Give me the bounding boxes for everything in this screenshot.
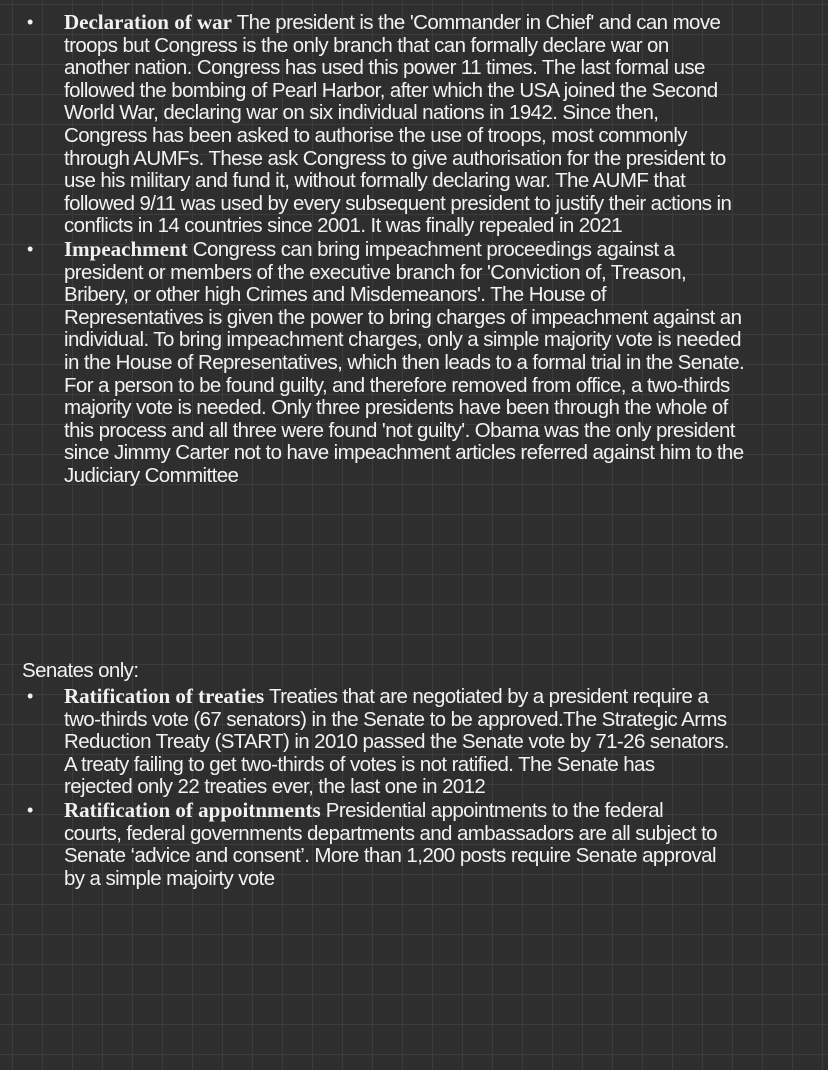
item-text: followed the bombing of Pearl Harbor, after which the USA joined the Second [64,78,718,102]
item-text: Representatives is given the power to bring charges of impeachment against an [64,305,742,329]
list-item-impeachment [0,238,828,488]
item-term: Ratification of appoitnments [64,797,321,822]
list-item-ratification-of-treaties [0,685,828,799]
item-text: this process and all three were found 'not guilty'. Obama was the only president [64,418,735,442]
item-text: rejected only 22 treaties ever, the last one in 2012 [64,775,486,799]
senate-heading: Senates only: [22,659,139,682]
item-text: Presidential appointments to the federal [320,798,664,822]
item-text: troops but Congress is the only branch that can formally declare war on [64,33,669,57]
list-item-declaration-of-war [0,11,828,238]
bullet-icon: • [27,12,34,32]
item-text: Judiciary Committee [64,463,239,487]
item-text: Congress has been asked to authorise the use of troops, most commonly [64,123,687,147]
item-text: majority vote is needed. Only three presidents have been through the whole of [64,396,728,420]
item-text: courts, federal governments departments and ambassadors are all subject to [64,821,717,845]
item-text: World War, declaring war on six individual nations in 1942. Since then, [64,101,659,125]
item-text: For a person to be found guilty, and therefore removed from office, a two-thirds [64,373,730,397]
item-text: use his military and fund it, without formally declaring war. The AUMF that [64,169,686,193]
item-text: Congress can bring impeachment proceedings against a [187,237,675,261]
list-item-ratification-of-appointments [0,799,828,890]
item-text: conflicts in 14 countries since 2001. It was finally repealed in 2021 [64,214,623,238]
item-text: Reduction Treaty (START) in 2010 passed the Senate vote by 71-26 senators. [64,730,729,754]
item-text: through AUMFs. These ask Congress to give authorisation for the president to [64,146,726,170]
item-text: since Jimmy Carter not to have impeachment articles referred against him to the [64,441,744,465]
item-text: another nation. Congress has used this power 11 times. The last formal use [64,56,705,80]
item-text: two-thirds vote (67 senators) in the Senate to be approved.The Strategic Arms [64,707,727,731]
item-text: Senate ‘advice and consent’. More than 1,200 posts require Senate approval [64,844,716,868]
bullet-icon: • [27,799,34,820]
item-text: A treaty failing to get two-thirds of votes is not ratified. The Senate has [64,752,655,776]
bullet-icon: • [27,686,34,706]
item-text: followed 9/11 was used by every subsequent president to justify their actions in [64,191,732,215]
item-text: individual. To bring impeachment charges, only a simple majority vote is needed [64,328,741,352]
item-text: by a simple majoirty vote [64,866,275,890]
item-text: in the House of Representatives, which then leads to a formal trial in the Senate. [64,350,745,374]
item-text: The president is the 'Commander in Chief' and can move [231,11,721,34]
item-term: Declaration of war [64,10,232,34]
item-term: Impeachment [64,236,188,261]
item-text: Treaties that are negotiated by a president require a [264,685,709,708]
item-text: president or members of the executive branch for 'Conviction of, Treason, [64,260,687,284]
congress-powers-list [0,11,828,487]
item-text: Bribery, or other high Crimes and Misdemeanors'. The House of [64,283,606,307]
senate-powers-list [0,685,828,890]
bullet-icon: • [27,238,34,259]
item-term: Ratification of treaties [64,684,265,708]
